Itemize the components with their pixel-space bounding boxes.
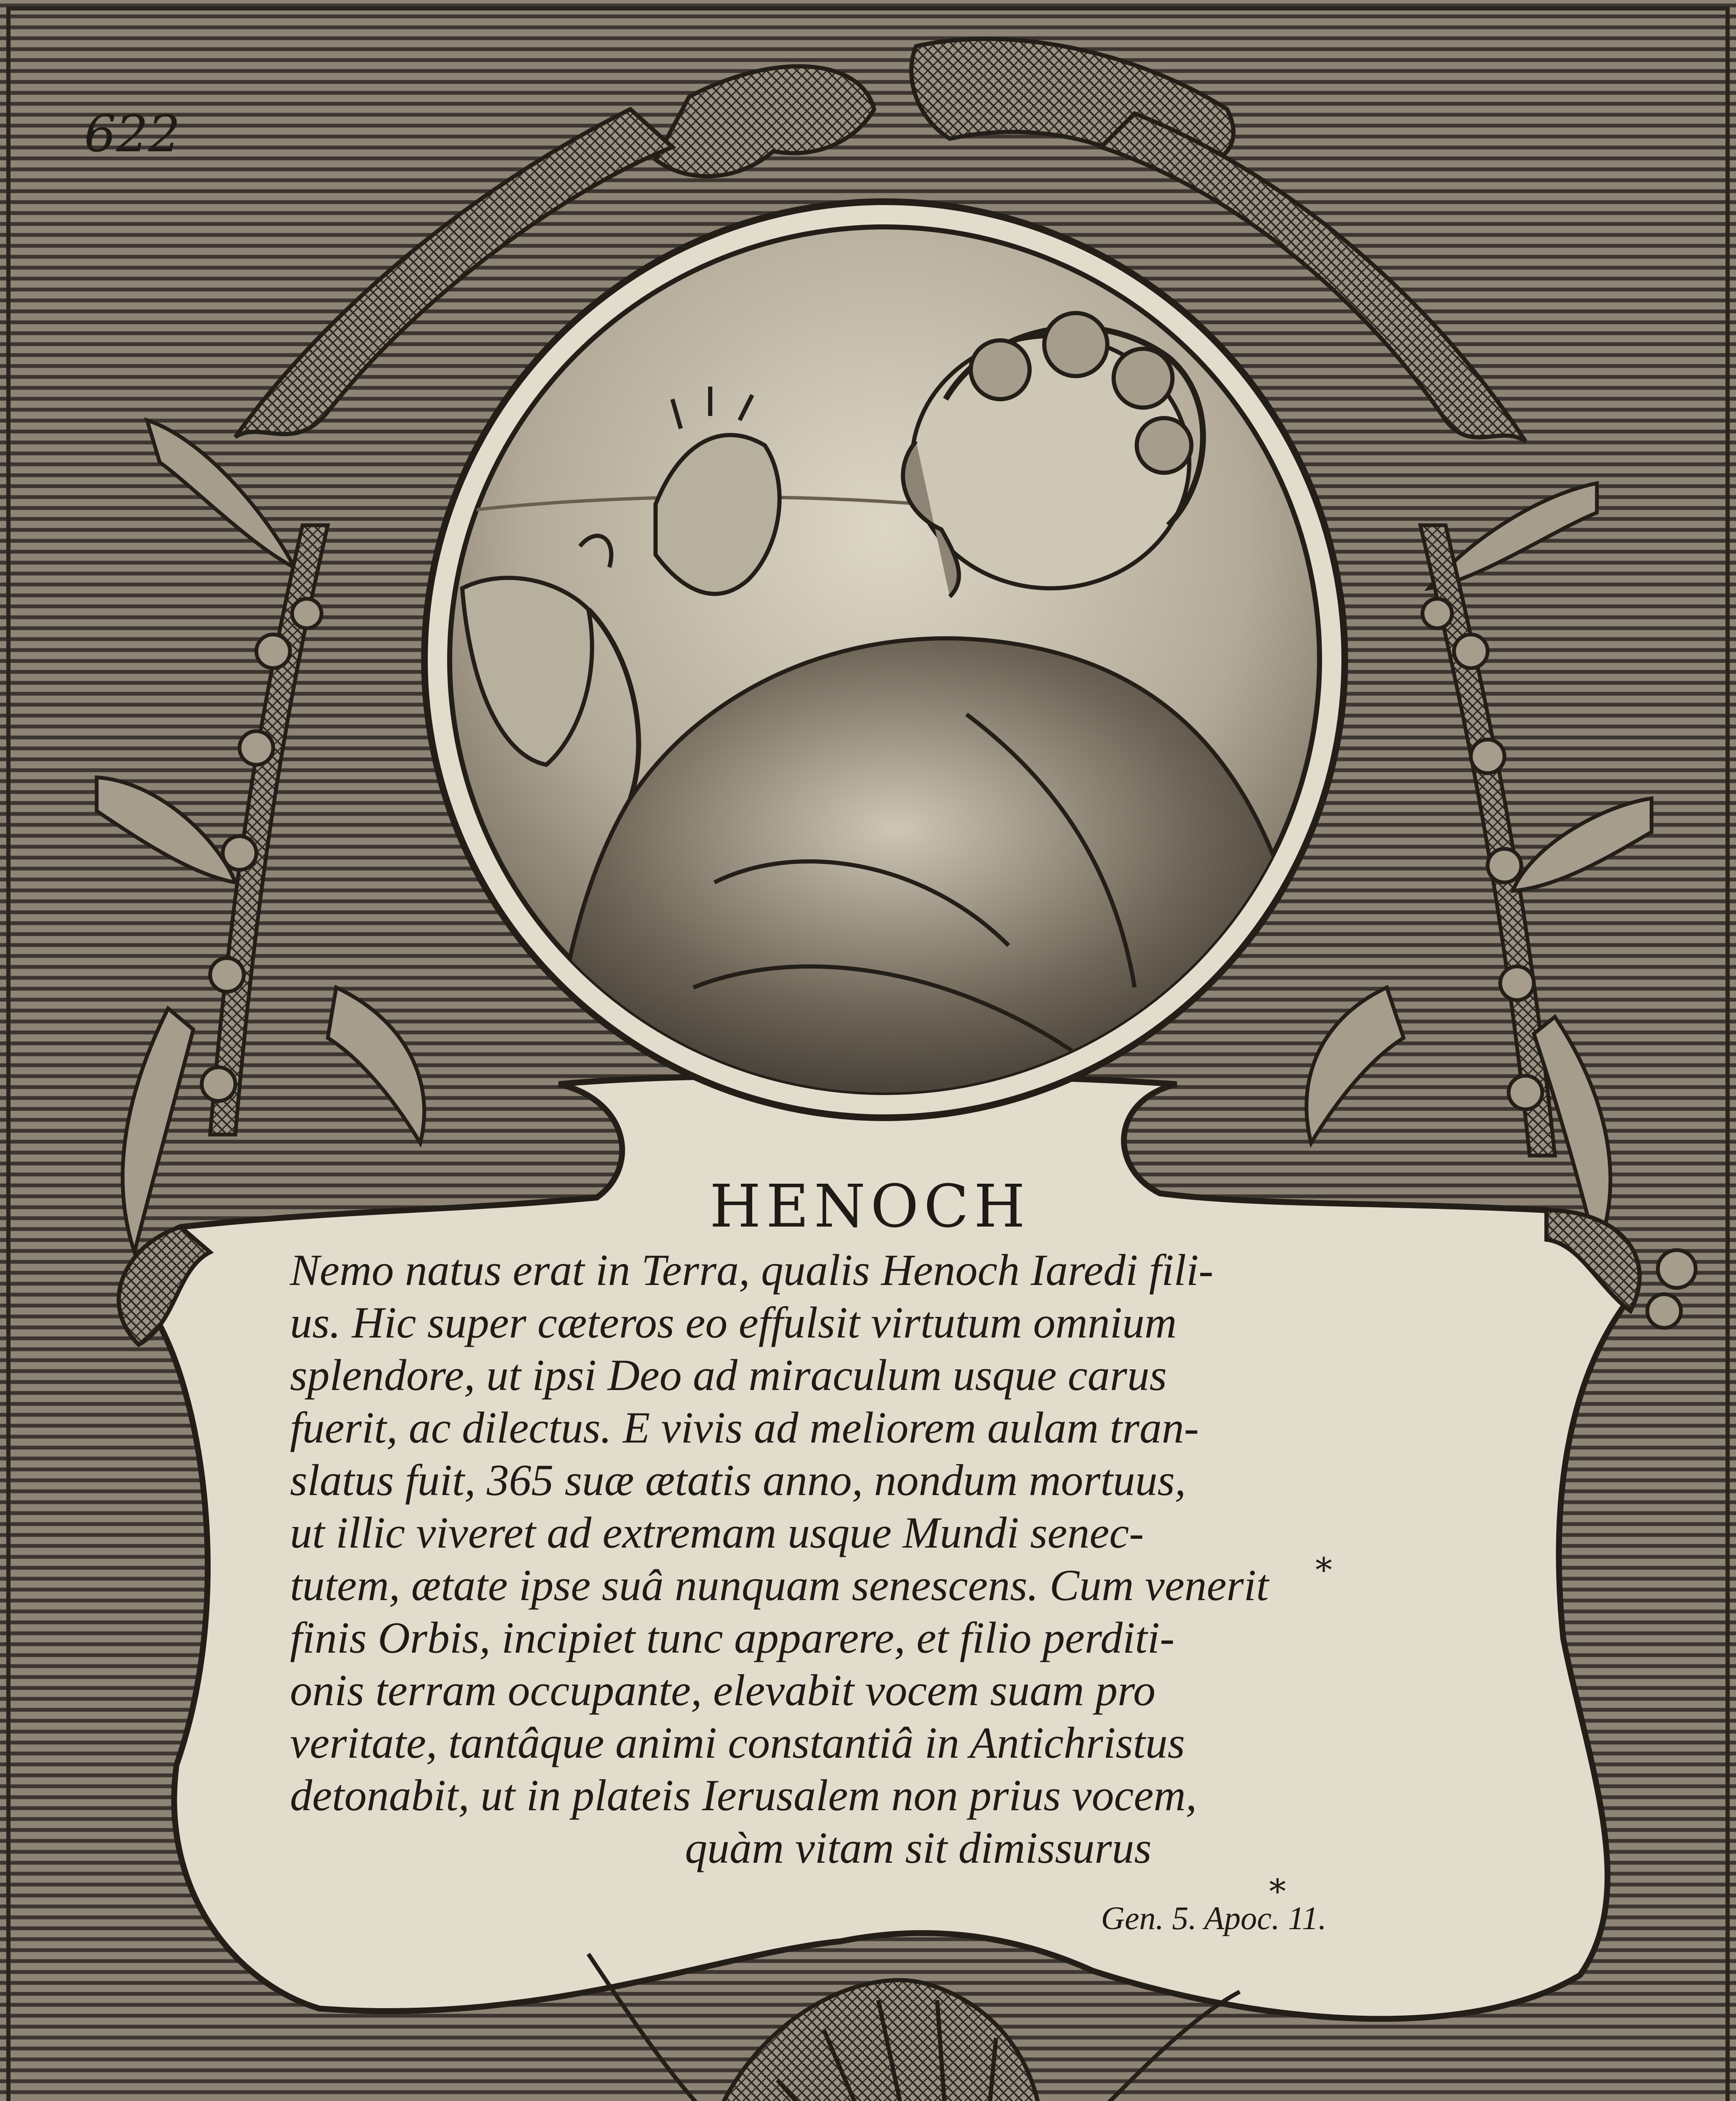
citation-asterisk: * (1269, 1872, 1286, 1911)
inscription-line: slatus fuit, 365 suæ ætatis anno, nondum mortuus, (290, 1456, 1186, 1505)
inscription-line: detonabit, ut in plateis Ierusalem non prius vocem, (290, 1771, 1197, 1820)
inscription-line: Nemo natus erat in Terra, qualis Henoch Iaredi fili- (290, 1245, 1214, 1295)
inscription-line: us. Hic super cæteros eo effulsit virtutum omnium (290, 1298, 1177, 1347)
inscription-line: fuerit, ac dilectus. E vivis ad meliorem aulam tran- (290, 1403, 1199, 1452)
inscription-line: splendore, ut ipsi Deo ad miraculum usque carus (290, 1351, 1167, 1400)
plate-number: 622 (84, 105, 181, 163)
inscription-line: quàm vitam sit dimissurus (685, 1823, 1152, 1872)
footnote-asterisk: * (1315, 1551, 1332, 1590)
plate-title: HENOCH (709, 1172, 1030, 1241)
inscription-line: ut illic viveret ad extremam usque Mundi senec- (290, 1508, 1144, 1557)
inscription-line: veritate, tantâque animi constantiâ in Antichristus (290, 1718, 1185, 1767)
scripture-citation: Gen. 5. Apoc. 11. (1101, 1900, 1327, 1936)
inscription-line: finis Orbis, incipiet tunc apparere, et filio perditi- (290, 1613, 1175, 1662)
inscription-line: tutem, ætate ipse suâ nunquam senescens. Cum venerit (290, 1561, 1269, 1610)
inscription-text (290, 1244, 1546, 1874)
inscription-line: onis terram occupante, elevabit vocem suam pro (290, 1666, 1156, 1715)
